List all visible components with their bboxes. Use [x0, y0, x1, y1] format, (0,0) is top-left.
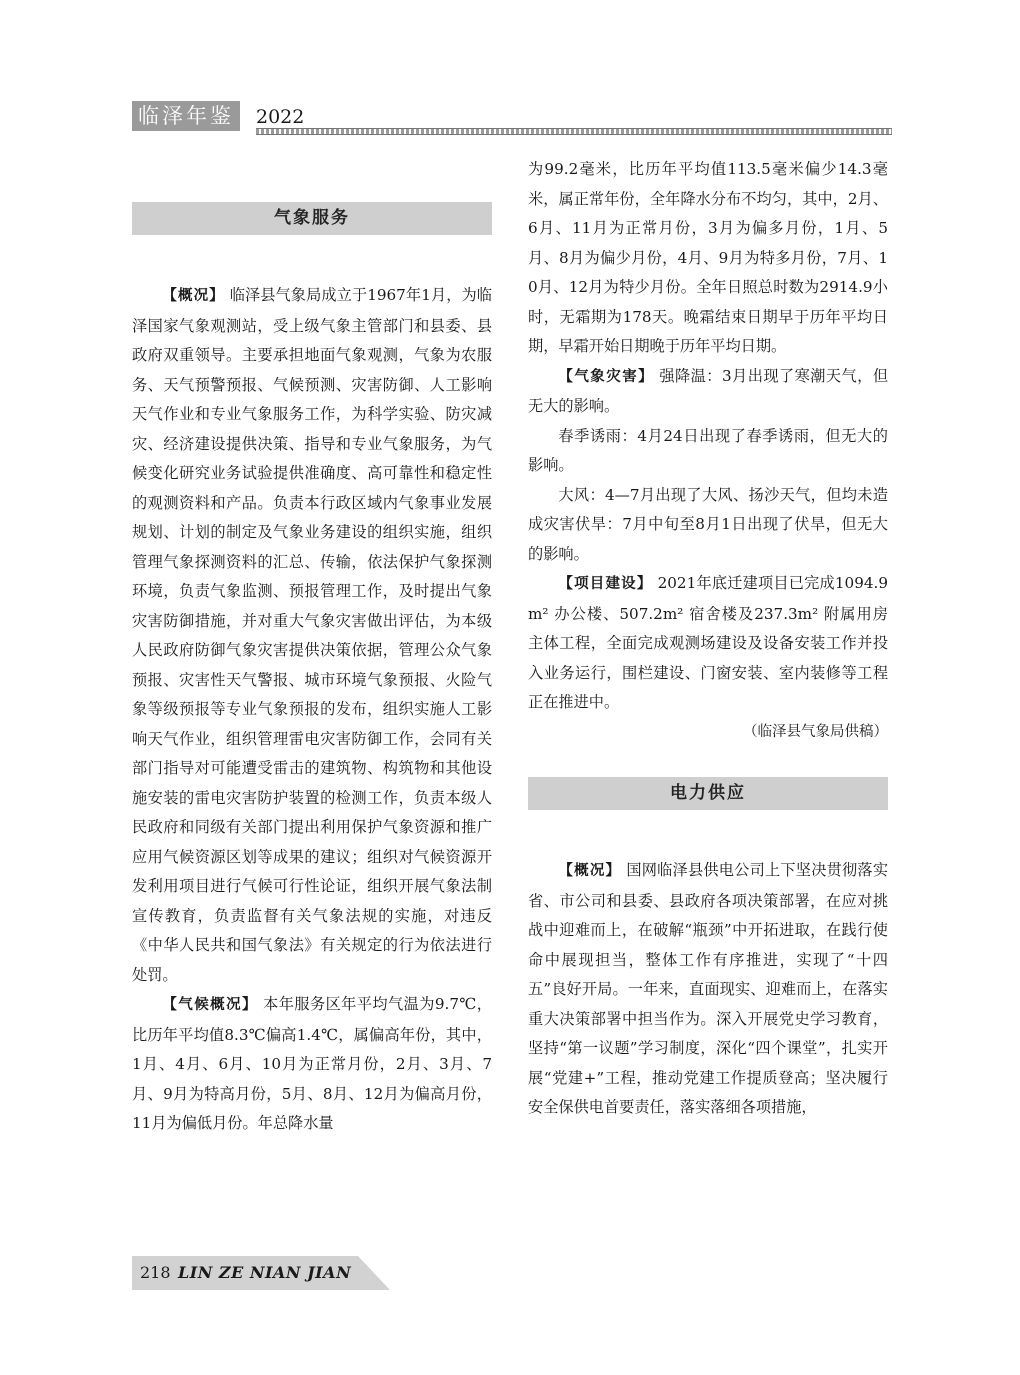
paragraph-text: 国网临泽县供电公司上下坚决贯彻落实省、市公司和县委、县政府各项决策部署，在应对挑战中迎难而上，在破解“瓶颈”中开拓进取，在践行使命中展现担当，整体工作有序推进，实现了“十四五”良好开局。一年来，直面现实、迎难而上，在落实重大决策部署中担当作为。深入开展党史学习教育，坚持“第一议题”学习制度，深化“四个课堂”，扎实开展“党建+”工程，推动党建工作提质登高；坚决履行安全保供电首要责任，落实落细各项措施， — [528, 861, 888, 1116]
publication-name: LIN ZE NIAN JIAN — [178, 1263, 352, 1282]
paragraph-text: 临泽县气象局成立于1967年1月，为临泽国家气象观测站，受上级气象主管部门和县委、县政府双重领导。主要承担地面气象观测，气象为农服务、天气预警预报、气候预测、灾害防御、人工影响天气作业和专业气象服务工作，为科学实验、防灾减灾、经济建设提供决策、指导和专业气象服务，为气候变化研究业务试验提供准确度、高可靠性和稳定性的观测资料和产品。负责本行政区域内气象事业发展规划、计划的制定及气象业务建设的组织实施，组织管理气象探测资料的汇总、传输，依法保护气象探测环境，负责气象监测、预报管理工作，及时提出气象灾害防御措施，并对重大气象灾害做出评估，为本级人民政府防御气象灾害提供决策依据，管理公众气象预报、灾害性天气警报、城市环境气象预报、火险气象等级预报等专业气象预报的发布，组织实施人工影响天气作业，组织管理雷电灾害防御工作，会同有关部门指导对可能遭受雷击的建筑物、构筑物和其他设施安装的雷电灾害防护装置的检测工作，负责本级人民政府和同级有关部门提出利用保护气象资源和推广应用气候资源区划等成果的建议；组织对气候资源开发利用项目进行气候可行性论证，组织开展气象法制宣传教育，负责监督有关气象法规的实施，对违反《中华人民共和国气象法》有关规定的行为依法进行处罚。 — [132, 286, 492, 984]
left-column — [132, 155, 492, 1139]
paragraph-project — [528, 569, 888, 718]
paragraph-climate — [132, 990, 492, 1139]
paragraph-disasters — [528, 362, 888, 422]
paragraph-overview — [132, 281, 492, 990]
paragraph-climate-continued: 为99.2毫米，比历年平均值113.5毫米偏少14.3毫米，属正常年份，全年降水分布不均匀，其中，2月、6月、11月为正常月份，3月为偏多月份，1月、5月、8月为偏少月份，4月、9月为特多月份，7月、10月、12月为特少月份。全年日照总时数为2914.9小时，无霜期为178天。晚霜结束日期早于历年平均日期，早霜开始日期晚于历年平均日期。 — [528, 160, 888, 355]
page-number: 218 — [140, 1263, 171, 1282]
section-title-meteorology: 气象服务 — [132, 202, 492, 235]
credit-line: （临泽县气象局供稿） — [743, 723, 888, 740]
paragraph-label: 【气象灾害】 — [558, 368, 655, 385]
running-header — [132, 101, 892, 137]
paragraph-wind-drought: 大风：4—7月出现了大风、扬沙天气，但均未造成灾害伏旱：7月中旬至8月1日出现了伏旱，但无大的影响。 — [528, 485, 888, 563]
paragraph-label: 【项目建设】 — [558, 576, 653, 592]
paragraph-text: 强降温：3月出现了寒潮天气，但无大的影响。 — [528, 366, 889, 415]
page-footer — [132, 1256, 390, 1290]
section-title-power-supply: 电力供应 — [528, 777, 888, 810]
header-rule — [256, 128, 892, 135]
paragraph-label: 【气候概况】 — [162, 997, 258, 1013]
header-title: 临泽年鉴 — [132, 101, 240, 131]
header-year: 2022 — [256, 106, 305, 128]
paragraph-label: 【概况】 — [558, 863, 622, 879]
paragraph-text: 2021年底迁建项目已完成1094.9m² 办公楼、507.2m² 宿舍楼及237.3m² 附属用房主体工程，全面完成观测场建设及设备安装工作并投入业务运行，围栏建设、门窗安装、室内装修等工程正在推进中。 — [528, 574, 889, 711]
paragraph-text: 本年服务区年平均气温为9.7℃，比历年平均值8.3℃偏高1.4℃，属偏高年份，其中，1月、4月、6月、10月为正常月份，2月、3月、7月、9月为特高月份，5月、8月、12月为偏高月份，11月为偏低月份。年总降水量 — [132, 995, 492, 1132]
paragraph-power-overview — [528, 856, 888, 1123]
paragraph-spring-rain: 春季诱雨：4月24日出现了春季诱雨，但无大的影响。 — [528, 426, 888, 474]
paragraph-label: 【概况】 — [162, 288, 225, 304]
right-column — [528, 155, 888, 1123]
